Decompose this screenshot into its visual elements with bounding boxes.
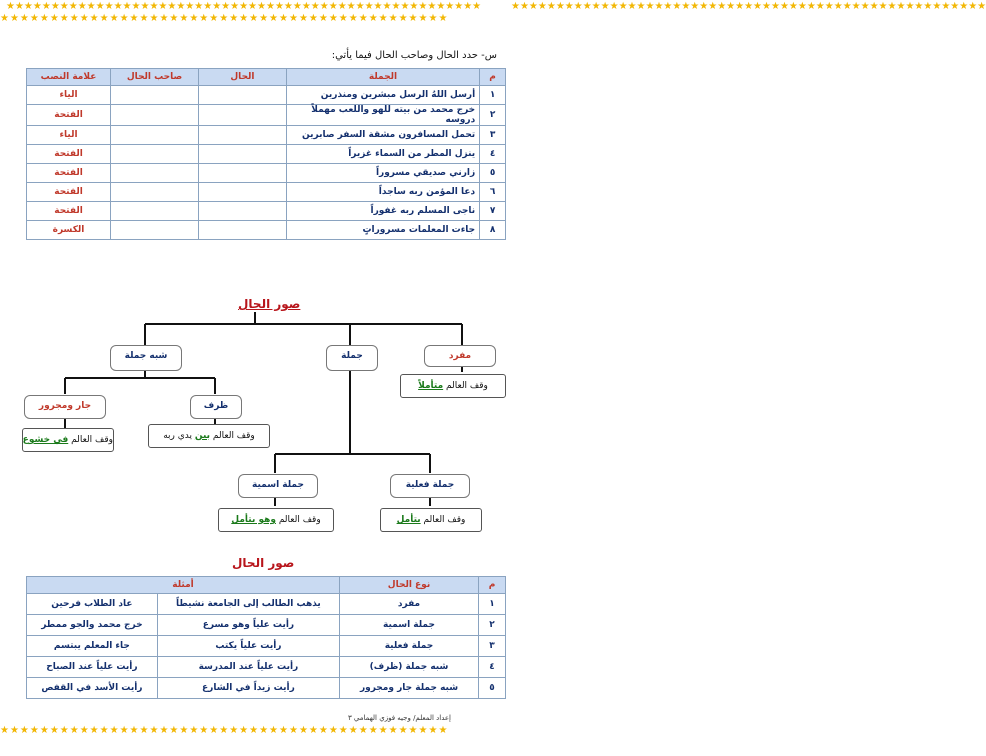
star-border-top: ★★★★★★★★★★★★★★★★★★★★★★★★★★★★★★★★★★★★★★★★★★★★★: [0, 13, 449, 24]
row-mark: الفتحة: [27, 202, 111, 221]
table-row: [27, 615, 506, 636]
row-example-a: رأيت علياً يكتب: [157, 636, 339, 657]
example-single: [400, 374, 506, 398]
node-verbal-sentence: جملة فعلية: [390, 474, 470, 498]
row-example-b: عاد الطلاب فرحين: [27, 594, 158, 615]
row-sentence: خرج محمد من بيته للهو واللعب مهملاً دروسه: [286, 105, 479, 126]
example-text: وقف العالم: [68, 435, 113, 445]
row-mark: الكسرة: [27, 221, 111, 240]
diagram-title: صور الحال: [238, 297, 301, 311]
row-number: ٥: [480, 164, 506, 183]
table-row: [27, 636, 506, 657]
row-example-b: جاء المعلم يبتسم: [27, 636, 158, 657]
row-mark: الياء: [27, 86, 111, 105]
col-examples: أمثلة: [27, 577, 340, 594]
example-text: وقف العالم: [420, 515, 466, 525]
star-border-bottom: ★★★★★★★★★★★★★★★★★★★★★★★★★★★★★★★★★★★★★★★★★★★★★: [0, 725, 449, 736]
row-number: ٢: [480, 105, 506, 126]
row-sentence: تحمل المسافرون مشقة السفر صابرين: [286, 126, 479, 145]
row-example-a: رأيت علياً وهو مسرع: [157, 615, 339, 636]
types-table: [26, 576, 506, 699]
example-text-end: يدي ربه: [163, 431, 195, 441]
example-highlight: يتأمل: [396, 515, 421, 525]
row-example-a: يذهب الطالب إلى الجامعة نشيطاً: [157, 594, 339, 615]
example-highlight: في خشوع: [22, 435, 69, 445]
row-number: ٤: [479, 657, 506, 678]
node-single: مفرد: [424, 345, 496, 367]
node-prep-phrase: جار ومجرور: [24, 395, 106, 419]
row-type: مفرد: [340, 594, 479, 615]
row-number: ٣: [480, 126, 506, 145]
row-type: جملة فعلية: [340, 636, 479, 657]
question-text: س- حدد الحال وصاحب الحال فيما يأتي:: [331, 50, 497, 61]
row-number: ٦: [480, 183, 506, 202]
example-highlight: متأملاً: [418, 381, 444, 391]
row-sentence: زارني صديقي مسروراً: [286, 164, 479, 183]
node-nominal-sentence: جملة اسمية: [238, 474, 318, 498]
row-example-b: رأيت الأسد في القفص: [27, 678, 158, 699]
row-number: ٢: [479, 615, 506, 636]
row-mark: الفتحة: [27, 105, 111, 126]
row-type: شبه جملة (ظرف): [340, 657, 479, 678]
row-example-a: رأيت علياً عند المدرسة: [157, 657, 339, 678]
example-prep: [22, 428, 114, 452]
star-border-right: ★★★★★★★★★★★★★★★★★★★★★★★★★★★★★★★★★★★★★★★★★★★★★★★★★★★★★: [511, 1, 986, 12]
row-sentence: أرسل اللهُ الرسل مبشرين ومنذرين: [286, 86, 479, 105]
col-number: م: [479, 577, 506, 594]
node-semi-sentence: شبه جملة: [110, 345, 182, 371]
row-example-b: رأيت علياً عند الصباح: [27, 657, 158, 678]
col-number: م: [480, 69, 506, 86]
row-sentence: ناجى المسلم ربه غفوراً: [286, 202, 479, 221]
table-header-row: [27, 577, 506, 594]
example-text: وقف العالم: [210, 431, 255, 441]
row-number: ٥: [479, 678, 506, 699]
table-row: [27, 678, 506, 699]
row-mark: الياء: [27, 126, 111, 145]
star-border-left: ★★★★★★★★★★★★★★★★★★★★★★★★★★★★★★★★★★★★★★★★★★★★★★★★★★★★★: [6, 1, 482, 12]
row-number: ١: [479, 594, 506, 615]
example-text: وقف العالم: [443, 381, 488, 391]
row-number: ٤: [480, 145, 506, 164]
example-highlight: وهو يتأمل: [231, 515, 276, 525]
col-mark: علامة النصب: [27, 69, 111, 86]
row-type: جملة اسمية: [340, 615, 479, 636]
node-adverb: ظرف: [190, 395, 242, 419]
row-example-b: خرج محمد والجو ممطر: [27, 615, 158, 636]
row-mark: الفتحة: [27, 164, 111, 183]
example-verbal: [380, 508, 482, 532]
example-nominal: [218, 508, 334, 532]
table2-title: صور الحال: [232, 556, 295, 570]
row-number: ١: [480, 86, 506, 105]
node-sentence: جملة: [326, 345, 378, 371]
row-type: شبه جملة جار ومجرور: [340, 678, 479, 699]
example-text: وقف العالم: [275, 515, 321, 525]
row-sentence: ينزل المطر من السماء غزيراً: [286, 145, 479, 164]
col-owner: صاحب الحال: [111, 69, 199, 86]
row-number: ٧: [480, 202, 506, 221]
table-row: [27, 594, 506, 615]
col-hal: الحال: [199, 69, 287, 86]
col-type: نوع الحال: [340, 577, 479, 594]
row-mark: الفتحة: [27, 145, 111, 164]
row-number: ٣: [479, 636, 506, 657]
row-sentence: دعا المؤمن ربه ساجداً: [286, 183, 479, 202]
row-sentence: جاءت المعلمات مسروراتٍ: [286, 221, 479, 240]
col-sentence: الجملة: [286, 69, 479, 86]
example-adverb: [148, 424, 270, 448]
row-number: ٨: [480, 221, 506, 240]
table-row: [27, 657, 506, 678]
example-highlight: بين: [194, 431, 211, 441]
row-mark: الفتحة: [27, 183, 111, 202]
footer-credit: إعداد المعلم/ وجيه فوزي الهمامي ٣: [347, 714, 451, 722]
row-example-a: رأيت زيداً في الشارع: [157, 678, 339, 699]
